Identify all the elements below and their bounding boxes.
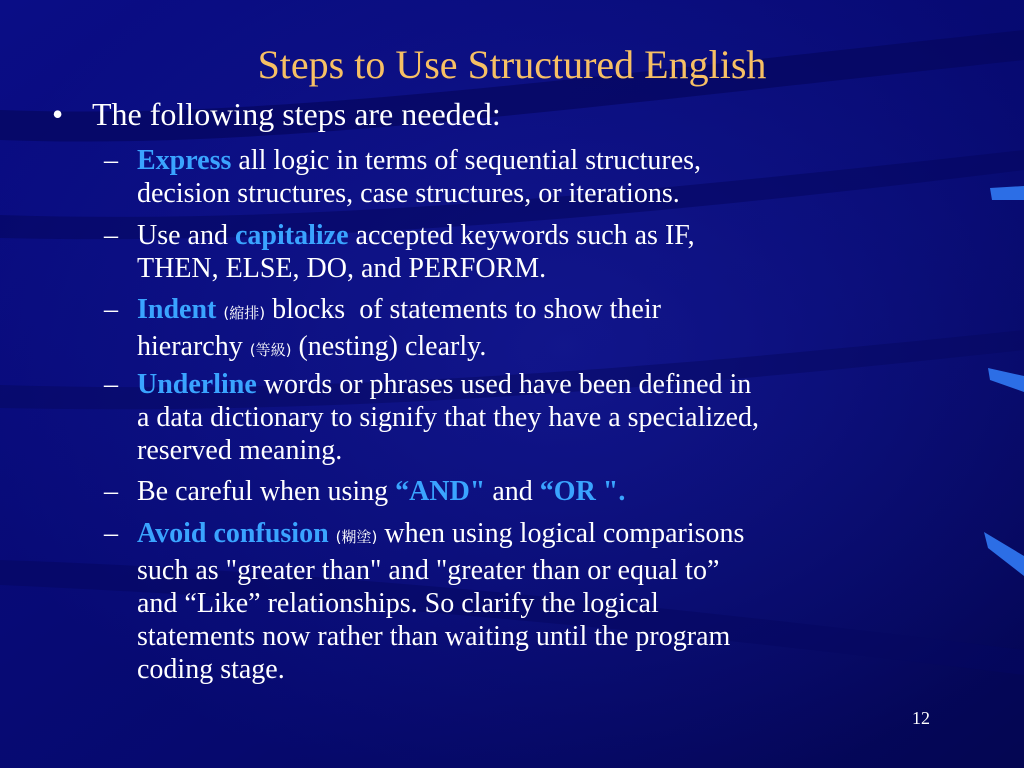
text-line [137, 368, 897, 401]
text-segment: (nesting) clearly. [291, 331, 487, 362]
text-line [137, 434, 897, 467]
text-line [137, 475, 897, 508]
text-line [137, 330, 897, 367]
bullet-text: The following steps are needed: [92, 96, 501, 132]
text-segment: THEN, ELSE, DO, and PERFORM. [137, 252, 547, 284]
text-segment: when using logical comparisons [377, 517, 745, 549]
text-line [137, 144, 897, 177]
text-line [137, 219, 897, 252]
text-segment: reserved meaning. [137, 434, 343, 466]
highlighted-keyword: Avoid confusion [137, 517, 329, 549]
chinese-annotation: (縮排) [223, 304, 266, 322]
text-segment: words or phrases used have been defined in [256, 368, 752, 400]
text-line [137, 587, 897, 620]
text-segment: hierarchy [137, 331, 250, 362]
text-segment: coding stage. [137, 653, 285, 685]
text-line [137, 177, 897, 210]
sub-bullet-text [137, 368, 897, 467]
sub-bullet-marker: – [104, 294, 118, 325]
sub-bullet-text [137, 475, 897, 508]
highlighted-keyword: “OR ". [539, 476, 626, 507]
sub-bullet-text [137, 293, 897, 367]
text-segment: all logic in terms of sequential structures, [231, 145, 702, 176]
highlighted-keyword: “AND" [395, 476, 486, 507]
text-line [137, 554, 897, 587]
bullet-marker: • [52, 96, 64, 132]
highlighted-keyword: capitalize [234, 219, 349, 251]
text-line [137, 293, 897, 330]
edge-accent-stripe [990, 186, 1024, 200]
sub-bullet-marker: – [104, 368, 118, 400]
sub-bullet-marker: – [104, 145, 118, 176]
text-segment: Be careful when using [137, 476, 396, 507]
chinese-annotation: (糊塗) [335, 527, 378, 546]
text-segment: a data dictionary to signify that they have a specialized, [137, 401, 759, 433]
text-line [137, 517, 897, 554]
text-segment: decision structures, case structures, or iterations. [137, 178, 680, 209]
text-segment [329, 518, 336, 549]
highlighted-keyword: Express [137, 145, 232, 176]
slide-title: Steps to Use Structured English [257, 42, 767, 87]
text-segment: and [485, 476, 540, 507]
chinese-annotation: (等級) [249, 341, 292, 359]
sub-bullet-text [137, 219, 897, 285]
text-segment: and “Like” relationships. So clarify the logical [137, 587, 659, 619]
highlighted-keyword: Underline [137, 368, 257, 400]
sub-bullet-marker: – [104, 517, 118, 549]
text-segment: statements now rather than waiting until the program [137, 620, 731, 652]
sub-bullet-marker: – [104, 219, 118, 251]
sub-bullet-marker: – [104, 476, 118, 507]
text-line [137, 252, 897, 285]
sub-bullet-text [137, 517, 897, 686]
text-segment: Use and [137, 219, 235, 251]
text-segment: accepted keywords such as IF, [348, 219, 695, 251]
highlighted-keyword: Indent [137, 294, 217, 325]
text-segment: blocks of statements to show their [265, 294, 661, 325]
text-line [137, 401, 897, 434]
page-number: 12 [912, 708, 930, 728]
text-line [137, 620, 897, 653]
text-segment: such as "greater than" and "greater than or equal to” [137, 554, 720, 586]
text-line [137, 653, 897, 686]
sub-bullet-text [137, 144, 897, 210]
